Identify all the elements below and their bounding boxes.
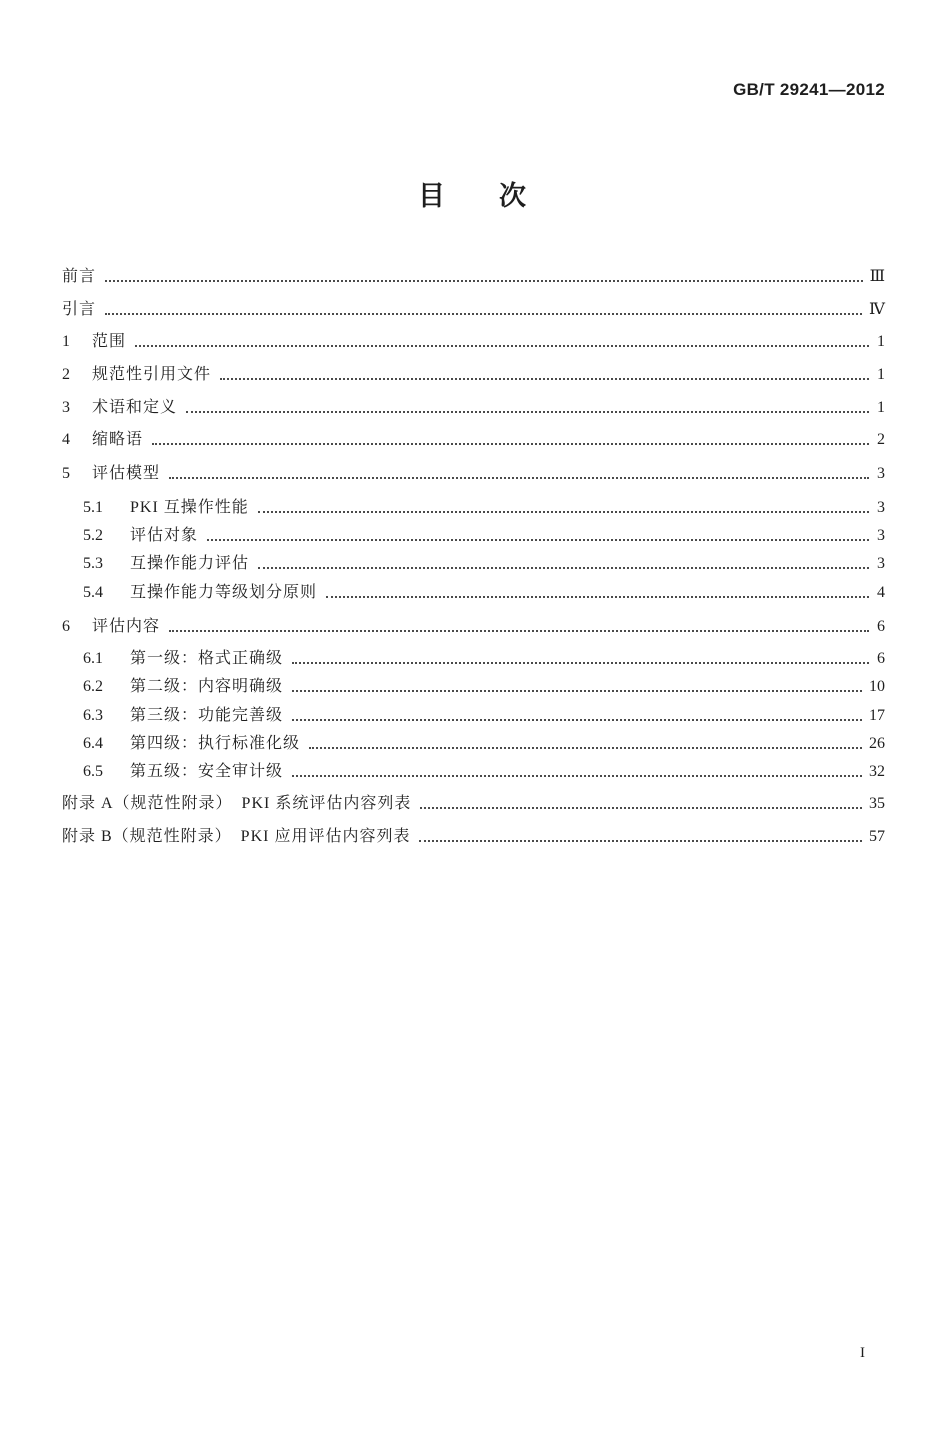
toc-label: 第一级：格式正确级 [130, 650, 284, 667]
toc-page: 6 [877, 618, 885, 635]
toc-entry-normative-references[interactable] [62, 364, 885, 386]
toc-label: 互操作能力评估 [130, 555, 250, 572]
toc-page: 10 [869, 678, 885, 695]
toc-entry-5-4[interactable] [83, 582, 885, 604]
page-title: 目次 [418, 181, 580, 211]
toc-entry-appendix-b[interactable] [62, 826, 885, 848]
toc-entry-evaluation-content[interactable] [62, 616, 885, 638]
toc-label: 附录 A（规范性附录） PKI 系统评估内容列表 [62, 795, 412, 812]
dot-leader [152, 443, 869, 445]
toc-label: 第三级：功能完善级 [130, 707, 284, 724]
dot-leader [292, 719, 862, 721]
toc-label: 第二级：内容明确级 [130, 678, 284, 695]
toc-label: 互操作能力等级划分原则 [130, 584, 318, 601]
dot-leader [258, 511, 869, 513]
toc-page: Ⅳ [869, 301, 885, 318]
toc-number: 6 [62, 618, 70, 635]
toc-label: 引言 [62, 301, 97, 318]
toc-label: 前言 [62, 268, 97, 285]
toc-number: 2 [62, 366, 70, 383]
toc-label: 第五级：安全审计级 [130, 763, 284, 780]
toc-number: 4 [62, 431, 70, 448]
toc-number: 5 [62, 465, 70, 482]
toc-entry-6-4[interactable] [83, 733, 885, 755]
toc-entry-5-3[interactable] [83, 553, 885, 575]
toc-label: 规范性引用文件 [92, 366, 212, 383]
toc-number: 5.3 [83, 555, 103, 572]
toc-entry-introduction[interactable] [62, 299, 885, 321]
toc-page: 6 [877, 650, 885, 667]
dot-leader [326, 596, 869, 598]
toc-entry-6-5[interactable] [83, 761, 885, 783]
dot-leader [292, 662, 869, 664]
toc-label: 缩略语 [92, 431, 144, 448]
toc-page: 3 [877, 555, 885, 572]
toc-label: PKI 互操作性能 [130, 499, 249, 516]
toc-page: 57 [869, 828, 885, 845]
toc-label: 附录 B（规范性附录） PKI 应用评估内容列表 [62, 828, 411, 845]
toc-page: 35 [869, 795, 885, 812]
dot-leader [186, 411, 869, 413]
toc-entry-6-3[interactable] [83, 705, 885, 727]
dot-leader [105, 280, 863, 282]
dot-leader [292, 775, 862, 777]
dot-leader [207, 539, 869, 541]
dot-leader [258, 567, 869, 569]
toc-entry-5-2[interactable] [83, 525, 885, 547]
toc-page: 3 [877, 465, 885, 482]
dot-leader [220, 378, 869, 380]
toc-label: 第四级：执行标准化级 [130, 735, 301, 752]
toc-page: 1 [877, 399, 885, 416]
toc-entry-6-1[interactable] [83, 648, 885, 670]
toc-page: 26 [869, 735, 885, 752]
toc-number: 5.4 [83, 584, 103, 601]
toc-page: 1 [877, 333, 885, 350]
toc-entry-appendix-a[interactable] [62, 793, 885, 815]
toc-entry-terms[interactable] [62, 397, 885, 419]
toc-number: 3 [62, 399, 70, 416]
toc-number: 6.2 [83, 678, 103, 695]
dot-leader [309, 747, 862, 749]
toc-page: 17 [869, 707, 885, 724]
toc-page: 2 [877, 431, 885, 448]
dot-leader [105, 313, 862, 315]
dot-leader [419, 840, 862, 842]
toc-number: 6.5 [83, 763, 103, 780]
footer-page-number: I [860, 1345, 865, 1361]
toc-page: 4 [877, 584, 885, 601]
toc-page: 3 [877, 527, 885, 544]
toc-entry-evaluation-model[interactable] [62, 463, 885, 485]
toc-entry-6-2[interactable] [83, 676, 885, 698]
toc-page: Ⅲ [869, 268, 885, 285]
toc-label: 评估内容 [92, 618, 161, 635]
toc-number: 5.1 [83, 499, 103, 516]
dot-leader [292, 690, 862, 692]
toc-entry-foreword[interactable] [62, 266, 885, 288]
toc-page: 32 [869, 763, 885, 780]
toc-label: 术语和定义 [92, 399, 178, 416]
dot-leader [420, 807, 862, 809]
toc-entry-5-1[interactable] [83, 497, 885, 519]
toc-number: 1 [62, 333, 70, 350]
dot-leader [135, 345, 869, 347]
standard-code: GB/T 29241—2012 [733, 80, 885, 99]
toc-number: 6.3 [83, 707, 103, 724]
toc-number: 6.4 [83, 735, 103, 752]
dot-leader [169, 477, 869, 479]
toc-page: 3 [877, 499, 885, 516]
toc-label: 评估对象 [130, 527, 199, 544]
toc-entry-scope[interactable] [62, 331, 885, 353]
toc-label: 范围 [92, 333, 127, 350]
toc-number: 6.1 [83, 650, 103, 667]
toc-number: 5.2 [83, 527, 103, 544]
toc-label: 评估模型 [92, 465, 161, 482]
toc-page: 1 [877, 366, 885, 383]
dot-leader [169, 630, 869, 632]
toc-entry-abbreviations[interactable] [62, 429, 885, 451]
